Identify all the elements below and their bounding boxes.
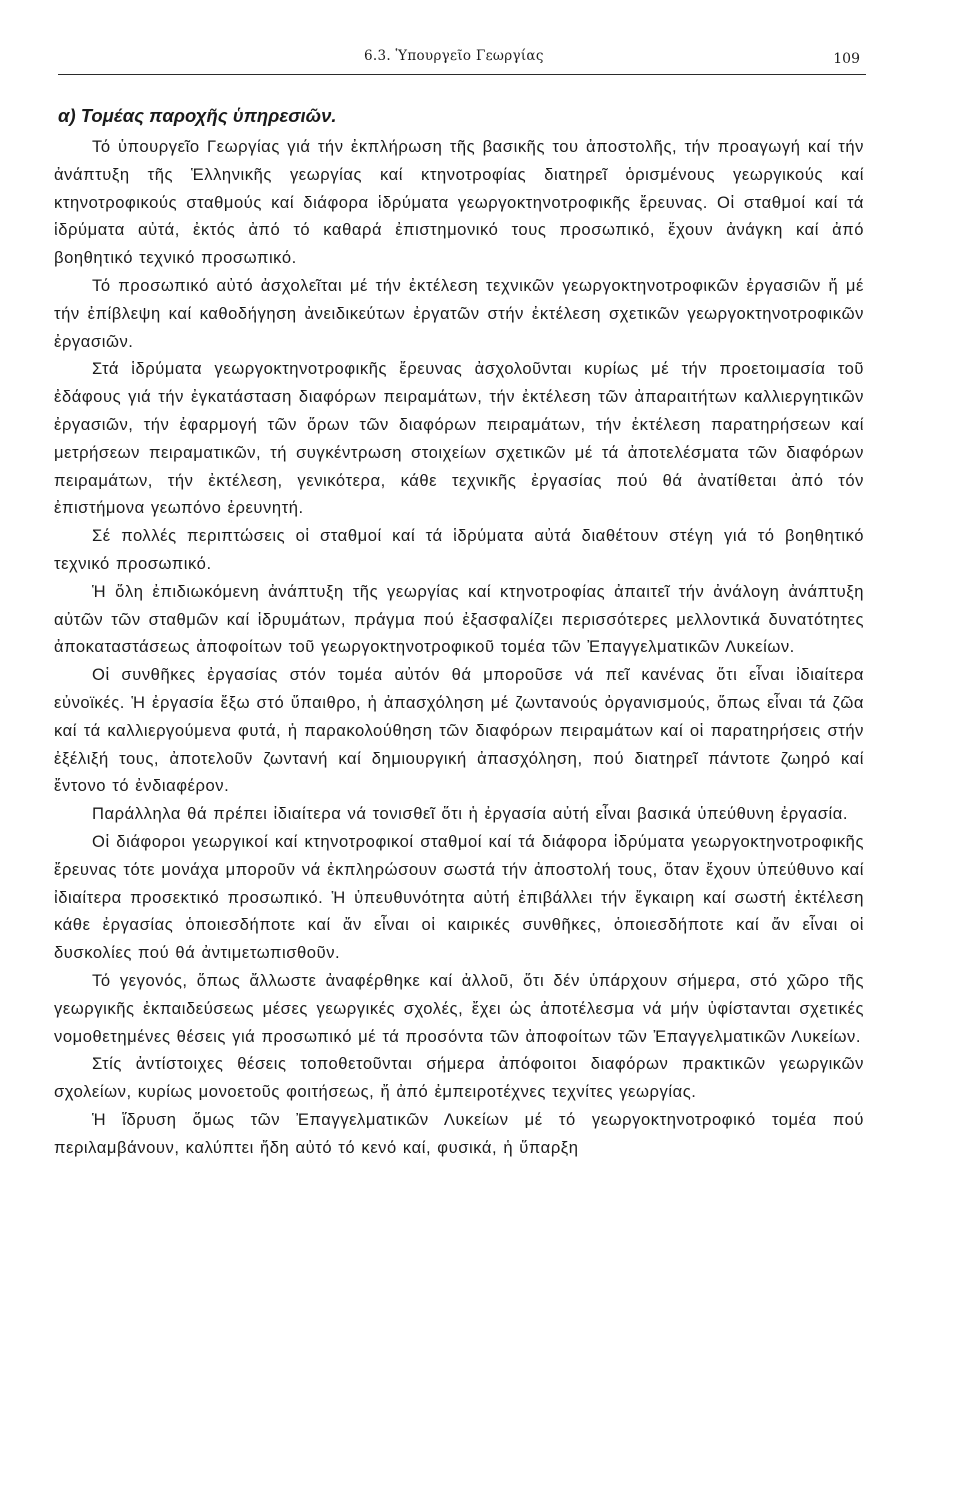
chapter-title: 6.3. Ὑπουργεῖο Γεωργίας	[364, 48, 544, 64]
paragraph: Τό ὑπουργεῖο Γεωργίας γιά τήν ἐκπλήρωση τῆς βασικῆς του ἀποστολῆς, τήν προαγωγή καί τήν ἀνάπτυξη τῆς Ἑλληνικῆς γεωργίας καί κτηνοτροφίας διατηρεῖ ὁρισμένους γεωργικούς καί κτηνοτροφικούς σταθμούς καί διάφορα ἱδρύματα γεωργοκτηνοτροφικῆς ἔρευνας. Οἱ σταθμοί καί τά ἱδρύματα αὐτά, ἐκτός ἀπό τό καθαρά ἐπιστημονικό τους προσωπικό, ἔχουν ἀνάγκη καί ἀπό βοηθητικό τεχνικό προσωπικό.	[54, 137, 864, 268]
page-number: 109	[833, 51, 860, 67]
paragraph: Τό προσωπικό αὐτό ἀσχολεῖται μέ τήν ἐκτέλεση τεχνικῶν γεωργοκτηνοτροφικῶν ἐργασιῶν ἤ μέ τήν ἐπίβλεψη καί καθοδήγηση ἀνειδικεύτων ἐργατῶν στήν ἐκτέλεση σχετικῶν γεωργοκτηνοτροφικῶν ἐργασιῶν.	[54, 275, 864, 351]
paragraph: Οἱ συνθῆκες ἐργασίας στόν τομέα αὐτόν θά μποροῦσε νά πεῖ κανένας ὅτι εἶναι ἰδιαίτερα εὐνοϊκές. Ἡ ἐργασία ἔξω στό ὕπαιθρο, ἡ ἀπασχόληση μέ ζωντανούς ὀργανισμούς, ὅπως εἶναι τά ζῶα καί τά καλλιεργούμενα φυτά, ἡ παρακολούθηση τῶν διαφόρων πειραμάτων καί οἱ παρατηρήσεις στήν ἐξέλιξή τους, ἀποτελοῦν ζωντανή καί δημιουργική ἀπασχόληση, πού διατηρεῖ πάντοτε ζωηρό καί ἔντονο τό ἐνδιαφέρον.	[54, 665, 864, 796]
section-heading: α) Τομέας παροχῆς ὑπηρεσιῶν.	[58, 105, 337, 126]
paragraph: Παράλληλα θά πρέπει ἰδιαίτερα νά τονισθεῖ ὅτι ἡ ἐργασία αὐτή εἶναι βασικά ὑπεύθυνη ἐργασία.	[92, 804, 849, 824]
paragraph: Στά ἱδρύματα γεωργοκτηνοτροφικῆς ἔρευνας ἀσχολοῦνται κυρίως μέ τήν προετοιμασία τοῦ ἐδάφους γιά τήν ἐγκατάσταση διαφόρων πειραμάτων, τήν ἐκτέλεση τῶν ἀπαραιτήτων καλλιεργητικῶν ἐργασιῶν, τήν ἐφαρμογή τῶν ὅρων τῶν διαφόρων πειραμάτων, τήν ἐκτέλεση παρατηρήσεων καί μετρήσεων πειραματικῶν, τή συγκέντρωση στοιχείων σχετικῶν μέ τά ἀποτελέσματα τῶν διαφόρων πειραμάτων, τήν ἐκτέλεση, γενικότερα, κάθε τεχνικῆς ἐργασίας πού θά ἀνατίθεται ἀπό τόν ἐπιστήμονα γεωπόνο ἐρευνητή.	[54, 359, 864, 518]
paragraph: Ἡ ὅλη ἐπιδιωκόμενη ἀνάπτυξη τῆς γεωργίας καί κτηνοτροφίας ἀπαιτεῖ τήν ἀνάλογη ἀνάπτυξη αὐτῶν τῶν σταθμῶν καί ἱδρυμάτων, πράγμα πού ἐξασφαλίζει περισσότερες μελλοντικά δυνατότητες ἀποκαταστάσεως ἀποφοίτων τοῦ γεωργοκτηνοτροφικοῦ τομέα τῶν Ἐπαγγελματικῶν Λυκείων.	[54, 581, 864, 657]
paragraph: Τό γεγονός, ὅπως ἄλλωστε ἀναφέρθηκε καί ἀλλοῦ, ὅτι δέν ὑπάρχουν σήμερα, στό χῶρο τῆς γεωργικῆς ἐκπαιδεύσεως μέσες γεωργικές σχολές, ἔχει ὡς ἀποτέλεσμα νά μήν ὑφίστανται σχετικές νομοθετημένες θέσεις γιά προσωπικό μέ τά προσόντα τῶν ἀποφοίτων τῶν Ἐπαγγελματικῶν Λυκείων.	[54, 970, 864, 1046]
paragraph: Σέ πολλές περιπτώσεις οἱ σταθμοί καί τά ἱδρύματα αὐτά διαθέτουν στέγη γιά τό βοηθητικό τεχνικό προσωπικό.	[54, 526, 864, 573]
body-text	[54, 133, 864, 1161]
paragraph: Οἱ διάφοροι γεωργικοί καί κτηνοτροφικοί σταθμοί καί τά διάφορα ἱδρύματα γεωργοκτηνοτροφικῆς ἔρευνας τότε μονάχα μποροῦν νά ἐκπληρώσουν σωστά τήν ἀποστολή τους, ὅταν ἔχουν ὑπεύθυνο καί ἰδιαίτερα προσεκτικό προσωπικό. Ἡ ὑπευθυνότητα αὐτή ἐπιβάλλει τήν ἔγκαιρη καί σωστή ἐκτέλεση κάθε ἐργασίας ὁποιεσδήποτε καί ἄν εἶναι οἱ καιρικές συνθῆκες, ὁποιεσδήποτε καί ἄν εἶναι οἱ δυσκολίες πού θά ἀντιμετωπισθοῦν.	[54, 831, 864, 963]
paragraph: Στίς ἀντίστοιχες θέσεις τοποθετοῦνται σήμερα ἀπόφοιτοι διαφόρων πρακτικῶν γεωργικῶν σχολείων, κυρίως μονοετοῦς φοιτήσεως, ἤ ἀπό ἐμπειροτέχνες τεχνίτες γεωργίας.	[54, 1054, 864, 1102]
running-header	[58, 46, 866, 75]
paragraph: Ἡ ἵδρυση ὅμως τῶν Ἐπαγγελματικῶν Λυκείων μέ τό γεωργοκτηνοτροφικό τομέα πού περιλαμβάνουν, καλύπτει ἤδη αὐτό τό κενό καί, φυσικά, ἡ ὕπαρξη	[54, 1109, 864, 1157]
